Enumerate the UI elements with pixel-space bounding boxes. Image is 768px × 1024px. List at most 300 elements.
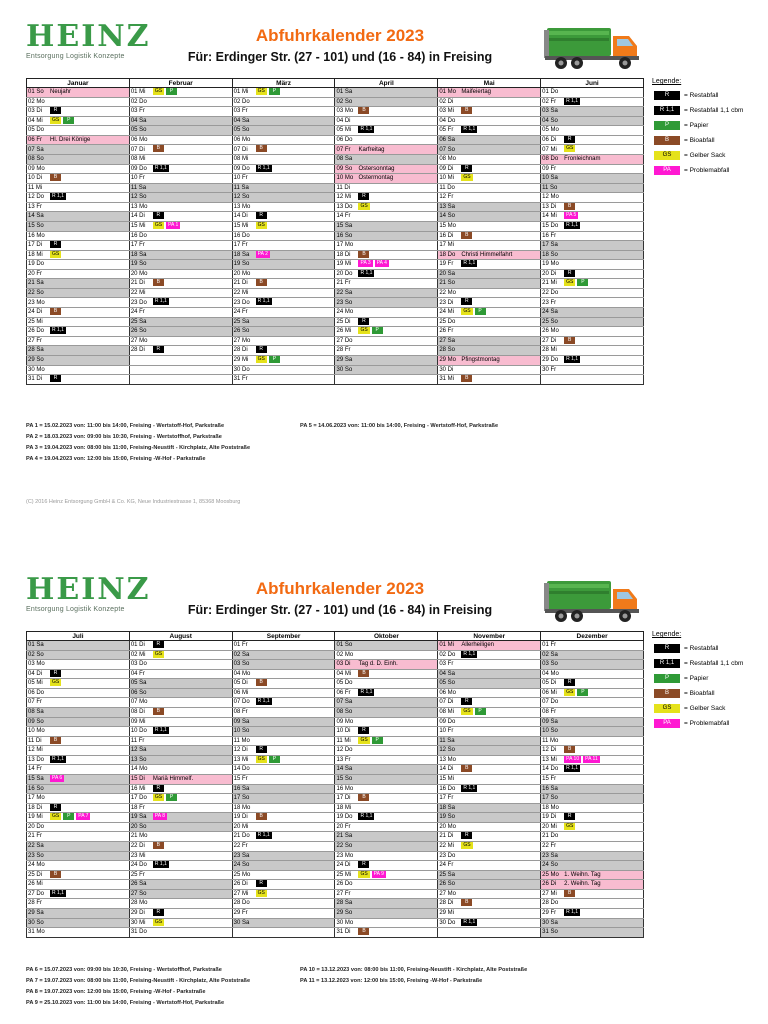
day-label: 09 Sa (233, 718, 250, 725)
day-label: 15 Mi (439, 775, 454, 782)
day-cell (335, 679, 438, 689)
legend-swatch: PA (654, 719, 680, 728)
day-cell (335, 889, 438, 899)
day-row (27, 183, 644, 193)
day-cell (438, 97, 541, 107)
day-label: 12 Mi (28, 747, 43, 754)
day-cell (335, 88, 438, 98)
day-label: 21 Sa (336, 833, 353, 840)
day-cell (27, 288, 130, 298)
day-label: 06 Mi (233, 689, 249, 696)
day-label: 23 So (336, 299, 353, 306)
day-cell (335, 269, 438, 279)
heinz-logo (26, 572, 151, 615)
day-label: 15 Fr (233, 775, 248, 782)
day-cell (541, 784, 644, 794)
day-cell (541, 269, 644, 279)
day-cell (438, 698, 541, 708)
legend-label: = Gelber Sack (684, 705, 726, 712)
legend-label: = Restabfall (684, 645, 719, 652)
day-label: 03 So (542, 661, 558, 668)
day-label: 04 Sa (233, 117, 250, 124)
day-cell (438, 832, 541, 842)
day-cell (541, 279, 644, 289)
collection-badge-p: P (166, 88, 177, 95)
day-label: 12 Di (542, 747, 557, 754)
holiday-name: Fronleichnam (564, 156, 601, 163)
day-row (27, 832, 644, 842)
day-label: 25 Mo (233, 871, 251, 878)
day-cell (541, 803, 644, 813)
day-cell (438, 231, 541, 241)
day-cell (232, 727, 335, 737)
day-cell (27, 202, 130, 212)
day-cell (129, 269, 232, 279)
day-cell (232, 698, 335, 708)
day-cell (232, 193, 335, 203)
day-label: 21 Fr (28, 833, 43, 840)
legend-swatch: GS (654, 151, 680, 160)
day-label: 01 Di (130, 642, 145, 649)
legend-label: = Restabfall 1,1 cbm (684, 107, 744, 114)
day-label: 28 Di (233, 347, 248, 354)
day-cell (232, 784, 335, 794)
problemabfall-badge: PA 2 (257, 250, 268, 257)
day-cell (541, 298, 644, 308)
day-cell (438, 727, 541, 737)
day-row (27, 813, 644, 823)
day-label: 29 Fr (233, 909, 248, 916)
day-cell (129, 794, 232, 804)
collection-badge-r: R (461, 165, 472, 172)
day-label: 21 Do (542, 833, 559, 840)
day-cell (232, 221, 335, 231)
day-label: 16 So (28, 785, 44, 792)
day-row (27, 260, 644, 270)
empty-cell (232, 928, 335, 938)
day-cell (541, 746, 644, 756)
day-label: 11 So (542, 184, 558, 191)
day-label: 25 Mi (28, 318, 43, 325)
collection-badge-r: R (50, 375, 61, 382)
day-cell (27, 327, 130, 337)
day-label: 13 Di (542, 203, 557, 210)
legend-item (652, 716, 762, 731)
day-label: 22 Mi (130, 289, 146, 296)
holiday-name: Allerheiligen (461, 642, 494, 649)
day-cell (129, 889, 232, 899)
day-label: 14 Mi (542, 213, 557, 220)
day-cell (541, 698, 644, 708)
day-cell (27, 279, 130, 289)
day-label: 20 Mi (542, 823, 557, 830)
day-cell (27, 269, 130, 279)
day-label: 30 Mo (336, 919, 354, 926)
day-label: 08 Sa (28, 709, 44, 715)
logo-wordmark: HEINZ (26, 19, 151, 54)
day-label: 11 Mo (233, 737, 250, 744)
day-cell (129, 774, 232, 784)
day-label: 04 Di (28, 670, 43, 677)
day-label: 02 Do (130, 98, 147, 105)
day-row (27, 641, 644, 651)
collection-badge-p: P (269, 756, 280, 763)
day-cell (541, 918, 644, 928)
day-label: 18 Mo (233, 804, 251, 811)
month-header-2: September (232, 632, 335, 641)
day-cell (129, 736, 232, 746)
day-label: 17 Sa (542, 242, 558, 249)
day-row (27, 841, 644, 851)
collection-badge-p: P (63, 117, 74, 124)
day-label: 13 Mo (130, 203, 148, 210)
day-cell (541, 317, 644, 327)
day-cell (27, 765, 130, 775)
day-label: 11 Sa (130, 184, 147, 191)
day-cell (541, 794, 644, 804)
day-label: 02 Mo (28, 98, 45, 105)
day-cell (27, 107, 130, 117)
day-label: 19 Di (233, 814, 248, 821)
day-cell (27, 155, 130, 165)
day-label: 28 Sa (336, 900, 353, 907)
day-label: 15 Sa (336, 222, 353, 229)
legend-swatch: B (654, 689, 680, 698)
legend-swatch: P (654, 674, 680, 683)
collection-badge-r: R (50, 670, 61, 677)
day-label: 14 Do (542, 766, 559, 773)
day-label: 16 Mi (130, 785, 146, 792)
month-header-1: Februar (129, 79, 232, 88)
holiday-name: Karfreitag (358, 146, 385, 153)
collection-badge-r11: R 1,1 (52, 755, 64, 762)
legend-swatch: R 1,1 (654, 106, 680, 115)
collection-badge-r: R (153, 346, 164, 353)
day-cell (129, 212, 232, 222)
day-cell (232, 841, 335, 851)
day-label: 29 So (28, 356, 44, 363)
month-header-0: Juli (27, 632, 130, 641)
day-label: 12 Do (336, 747, 353, 754)
day-label: 20 Mi (233, 823, 249, 830)
day-label: 11 Di (336, 184, 351, 191)
day-cell (438, 641, 541, 651)
day-cell (129, 221, 232, 231)
day-cell (232, 355, 335, 365)
day-cell (335, 641, 438, 651)
day-label: 24 Sa (542, 309, 558, 316)
day-label: 15 Di (130, 775, 145, 782)
month-header-row (27, 79, 644, 88)
day-label: 23 Di (439, 299, 454, 306)
day-cell (232, 212, 335, 222)
collection-badge-p: P (372, 327, 383, 334)
collection-badge-b: B (50, 871, 61, 878)
day-cell (232, 755, 335, 765)
day-label: 13 Mi (542, 756, 557, 763)
day-label: 07 Di (233, 146, 248, 153)
collection-badge-p: P (577, 689, 588, 696)
day-label: 07 Mi (542, 146, 557, 153)
collection-badge-p: P (269, 356, 280, 363)
day-label: 09 Mi (130, 718, 146, 725)
day-cell (335, 174, 438, 184)
day-label: 03 Do (130, 661, 147, 668)
day-cell (335, 97, 438, 107)
day-label: 27 Do (28, 890, 45, 897)
day-cell (232, 145, 335, 155)
day-cell (27, 193, 130, 203)
day-label: 25 Mi (336, 871, 352, 878)
day-cell (438, 746, 541, 756)
day-cell (541, 260, 644, 270)
day-cell (129, 250, 232, 260)
day-cell (232, 336, 335, 346)
day-label: 24 So (542, 862, 558, 869)
day-label: 19 Mi (336, 261, 352, 268)
collection-badge-b: B (564, 203, 575, 210)
day-cell (541, 899, 644, 909)
day-cell (335, 880, 438, 890)
day-label: 04 Mi (336, 670, 352, 677)
day-label: 30 So (336, 366, 353, 373)
day-row (27, 928, 644, 938)
collection-badge-r: R (564, 270, 575, 277)
day-cell (27, 135, 130, 145)
day-row (27, 308, 644, 318)
collection-badge-p: P (577, 279, 588, 286)
day-label: 07 Di (130, 146, 145, 153)
day-label: 06 So (130, 689, 147, 696)
day-cell (438, 717, 541, 727)
day-label: 08 Do (542, 156, 559, 163)
day-cell (541, 336, 644, 346)
empty-cell (438, 928, 541, 938)
collection-badge-gs: GS (360, 736, 368, 743)
day-label: 09 So (28, 718, 44, 725)
day-label: 23 Mo (28, 299, 45, 306)
day-label: 01 Mi (233, 89, 249, 96)
day-cell (438, 803, 541, 813)
day-cell (232, 288, 335, 298)
day-cell (335, 832, 438, 842)
collection-badge-gs: GS (154, 650, 163, 657)
month-header-4: November (438, 632, 541, 641)
day-label: 29 Mo (439, 356, 456, 363)
day-cell (541, 679, 644, 689)
collection-badge-r: R (256, 212, 267, 219)
day-label: 26 Mi (336, 328, 352, 335)
collection-badge-r: R (461, 832, 472, 839)
collection-badge-r: R (358, 727, 369, 734)
collection-badge-r: R (564, 679, 575, 686)
day-label: 26 Do (28, 328, 45, 335)
day-cell (335, 107, 438, 117)
day-label: 26 So (439, 881, 455, 888)
day-cell (541, 145, 644, 155)
day-cell (232, 669, 335, 679)
day-cell (335, 193, 438, 203)
month-header-row (27, 632, 644, 641)
day-label: 13 Do (28, 756, 45, 763)
garbage-truck-icon (543, 22, 643, 72)
day-cell (232, 365, 335, 375)
day-label: 14 Sa (28, 213, 44, 220)
day-cell (541, 717, 644, 727)
day-label: 21 Fr (336, 280, 351, 287)
day-cell (541, 832, 644, 842)
collection-badge-r: R (50, 804, 61, 811)
day-cell (129, 308, 232, 318)
holiday-name: Hl. Drei Könige (50, 136, 91, 143)
problemabfall-badge: PA 7 (78, 813, 89, 820)
day-cell (335, 870, 438, 880)
collection-badge-r: R (256, 880, 267, 887)
day-cell (438, 155, 541, 165)
day-cell (129, 928, 232, 938)
day-label: 28 Di (130, 347, 145, 354)
day-cell (129, 832, 232, 842)
day-cell (232, 660, 335, 670)
day-cell (129, 822, 232, 832)
day-label: 22 Sa (336, 289, 353, 296)
day-cell (129, 803, 232, 813)
day-cell (438, 794, 541, 804)
day-cell (438, 327, 541, 337)
collection-badge-b: B (256, 279, 267, 286)
day-label: 24 Fr (439, 862, 454, 869)
day-label: 20 Fr (336, 823, 351, 830)
day-cell (541, 355, 644, 365)
legend-title: Legende: (652, 78, 682, 85)
collection-badge-b: B (461, 375, 472, 382)
day-cell (541, 774, 644, 784)
day-row (27, 241, 644, 251)
day-label: 08 Fr (542, 709, 557, 715)
day-cell (335, 813, 438, 823)
collection-badge-r11: R 1,1 (566, 97, 579, 104)
day-label: 16 Do (439, 785, 456, 792)
day-label: 24 Mo (336, 309, 354, 316)
calendar-half-2 (0, 553, 768, 1024)
day-cell (232, 88, 335, 98)
day-cell (335, 774, 438, 784)
day-label: 23 Do (233, 299, 250, 306)
day-cell (129, 279, 232, 289)
day-label: 15 So (28, 222, 44, 229)
day-label: 07 Di (439, 699, 454, 706)
day-label: 20 Di (542, 270, 557, 277)
day-cell (438, 126, 541, 136)
day-cell (335, 135, 438, 145)
collection-badge-r: R (50, 107, 61, 114)
day-cell (232, 164, 335, 174)
day-label: 15 Sa (28, 776, 44, 783)
day-label: 27 Sa (439, 337, 455, 344)
day-label: 19 So (130, 261, 147, 268)
day-cell (541, 221, 644, 231)
day-cell (335, 707, 438, 717)
day-label: 29 Di (130, 910, 145, 917)
day-row (27, 889, 644, 899)
day-label: 07 Fr (336, 146, 351, 153)
day-cell (232, 279, 335, 289)
day-cell (541, 736, 644, 746)
day-label: 01 Sa (28, 642, 44, 649)
day-cell (129, 746, 232, 756)
day-label: 24 Fr (130, 309, 145, 316)
logo-tagline: Entsorgung Logistik Konzepte (26, 606, 125, 613)
day-label: 12 So (233, 194, 250, 201)
day-cell (438, 688, 541, 698)
day-label: 18 Mo (542, 804, 559, 811)
day-cell (232, 899, 335, 909)
legend-label: = Gelber Sack (684, 152, 726, 159)
problemabfall-badge: PA 1 (168, 221, 179, 228)
day-cell (232, 794, 335, 804)
day-cell (335, 250, 438, 260)
day-label: 12 Do (28, 194, 45, 201)
day-cell (335, 365, 438, 375)
day-label: 22 Mi (233, 289, 249, 296)
collection-badge-p: P (475, 708, 486, 715)
day-label: 24 Fr (233, 309, 248, 316)
day-cell (129, 346, 232, 356)
day-cell (129, 174, 232, 184)
day-cell (541, 660, 644, 670)
day-cell (438, 365, 541, 375)
day-cell (541, 183, 644, 193)
day-label: 18 Fr (130, 804, 145, 811)
day-label: 01 Mi (439, 642, 454, 649)
day-label: 13 Sa (439, 203, 455, 210)
day-cell (129, 688, 232, 698)
day-label: 16 Sa (542, 785, 558, 792)
day-cell (335, 803, 438, 813)
holiday-name: 1. Weihn. Tag (564, 871, 601, 878)
day-cell (129, 698, 232, 708)
day-cell (129, 641, 232, 651)
day-cell (438, 899, 541, 909)
day-cell (27, 870, 130, 880)
calendar-table (26, 78, 644, 385)
day-cell (335, 260, 438, 270)
holiday-name: Maifeiertag (461, 89, 491, 96)
day-cell (541, 822, 644, 832)
collection-badge-b: B (358, 107, 369, 114)
legend (652, 78, 762, 178)
day-cell (27, 375, 130, 385)
day-cell (129, 918, 232, 928)
day-cell (232, 241, 335, 251)
day-label: 03 Di (28, 108, 43, 115)
day-cell (335, 317, 438, 327)
day-cell (27, 794, 130, 804)
legend-item (652, 133, 762, 148)
day-label: 18 Sa (439, 804, 455, 811)
collection-badge-b: B (461, 899, 472, 906)
collection-badge-r11: R 1,1 (360, 269, 373, 276)
day-row (27, 650, 644, 660)
day-label: 21 Mo (130, 833, 148, 840)
day-label: 18 So (542, 251, 558, 258)
day-cell (129, 298, 232, 308)
day-cell (335, 298, 438, 308)
day-cell (27, 669, 130, 679)
day-label: 28 Sa (28, 347, 44, 354)
day-label: 21 Mi (542, 280, 557, 287)
day-cell (27, 126, 130, 136)
